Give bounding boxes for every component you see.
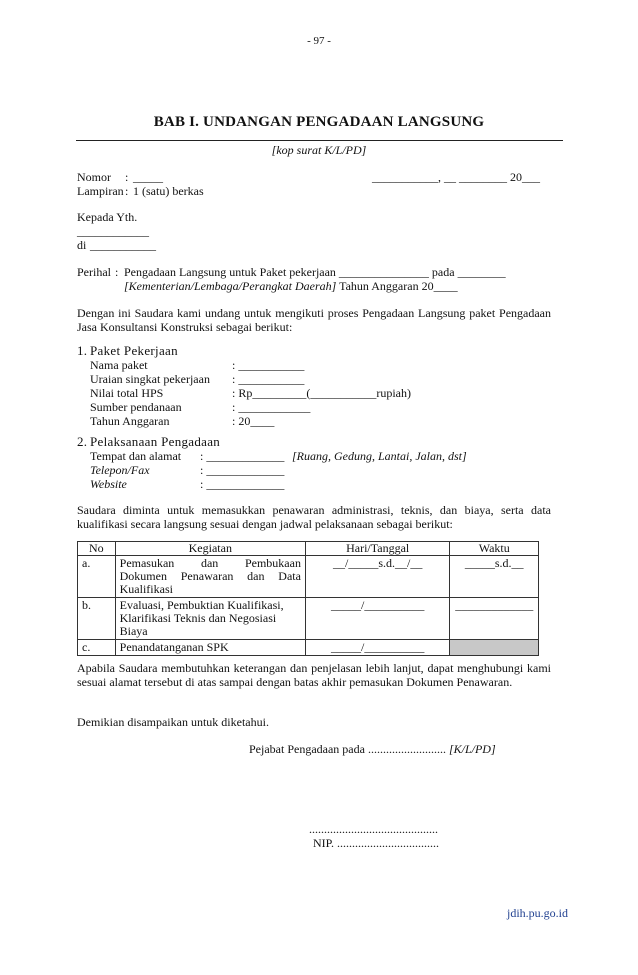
schedule-table bbox=[77, 541, 539, 656]
footer-url: jdih.pu.go.id bbox=[506, 906, 568, 920]
section1-row-label: Tahun Anggaran bbox=[90, 414, 170, 428]
schedule-intro: Saudara diminta untuk memasukkan penawaran administrasi, teknis, dan biaya, serta data kualifikasi secara langsung sesuai dengan jadwal pelaksanaan sebagai berikut: bbox=[77, 503, 551, 531]
nomor-sep: : bbox=[125, 170, 129, 184]
perihal-line2 bbox=[124, 279, 458, 293]
title-rule bbox=[76, 140, 563, 141]
signer-text: Pejabat Pengadaan pada .......................... bbox=[249, 742, 446, 756]
table-cell-kegiatan: Penandatanganan SPK bbox=[115, 640, 305, 656]
section1-row-label: Nilai total HPS bbox=[90, 386, 164, 400]
section2-number: 2. bbox=[77, 434, 88, 449]
table-header-kegiatan: Kegiatan bbox=[115, 542, 305, 556]
section1-row-value: : 20____ bbox=[232, 414, 275, 428]
table-cell-no: b. bbox=[78, 598, 116, 640]
perihal-sep: : bbox=[115, 265, 119, 279]
section2-row-label: Tempat dan alamat bbox=[90, 449, 182, 463]
closing-paragraph: Apabila Saudara membutuhkan keterangan dan penjelasan lebih lanjut, dapat menghubungi kami sesuai alamat tersebut di atas sampai dengan batas akhir pemasukan Dokumen Penawaran. bbox=[77, 661, 551, 689]
kepada-label: Kepada Yth. bbox=[77, 210, 138, 224]
table-header-hari: Hari/Tanggal bbox=[305, 542, 450, 556]
table-row bbox=[78, 598, 539, 640]
table-cell-hari: _____/__________ bbox=[305, 598, 450, 640]
document-title: BAB I. UNDANGAN PENGADAAN LANGSUNG bbox=[153, 114, 485, 130]
signature-line: ........................................... bbox=[309, 822, 438, 836]
nomor-label: Nomor bbox=[77, 170, 111, 184]
signer-italic: [K/L/PD] bbox=[448, 742, 496, 756]
table-cell-no: c. bbox=[78, 640, 116, 656]
table-cell-waktu: _____________ bbox=[450, 598, 539, 640]
table-row bbox=[78, 556, 539, 598]
nip-line: NIP. .................................. bbox=[313, 836, 440, 850]
table-cell-waktu: _____s.d.__ bbox=[450, 556, 539, 598]
table-cell-waktu-shaded bbox=[450, 640, 539, 656]
table-cell-kegiatan: Evaluasi, Pembuktian Kualifikasi, Klarifikasi Teknis dan Negosiasi Biaya bbox=[115, 598, 305, 640]
table-cell-hari: __/_____s.d.__/__ bbox=[305, 556, 450, 598]
lampiran-sep: : bbox=[125, 184, 129, 198]
lampiran-label: Lampiran bbox=[77, 184, 124, 198]
section1-row-label: Nama paket bbox=[90, 358, 148, 372]
table-row bbox=[78, 640, 539, 656]
table-header-row bbox=[78, 542, 539, 556]
section1-number: 1. bbox=[77, 343, 88, 358]
section1-row-value: : Rp_________(___________rupiah) bbox=[232, 386, 411, 400]
section1-row-value: : ___________ bbox=[232, 358, 305, 372]
perihal-label: Perihal bbox=[77, 265, 111, 279]
table-cell-hari: _____/__________ bbox=[305, 640, 450, 656]
section2-row-value: : _____________ bbox=[200, 463, 285, 477]
perihal-line2-italic: [Kementerian/Lembaga/Perangkat Daerah] bbox=[124, 279, 337, 293]
section1-row-label: Sumber pendanaan bbox=[90, 400, 182, 414]
intro-paragraph: Dengan ini Saudara kami undang untuk mengikuti proses Pengadaan Langsung paket Pengadaan Jasa Konsultansi Konstruksi sebagai berikut: bbox=[77, 306, 551, 334]
section2-row-label: Website bbox=[90, 477, 127, 491]
demikian-text: Demikian disampaikan untuk diketahui. bbox=[77, 715, 269, 729]
kop-surat-placeholder: [kop surat K/L/PD] bbox=[271, 143, 367, 157]
kepada-di-blank: ___________ bbox=[90, 238, 156, 252]
table-header-no: No bbox=[78, 542, 116, 556]
section2-heading: Pelaksanaan Pengadaan bbox=[90, 434, 221, 449]
section2-row-value: : _____________ bbox=[200, 449, 285, 463]
section1-heading: Paket Pekerjaan bbox=[90, 343, 178, 358]
date-line: ___________, __ ________ 20___ bbox=[372, 170, 540, 184]
kepada-di-label: di bbox=[77, 238, 87, 252]
section2-row-label: Telepon/Fax bbox=[90, 463, 150, 477]
kepada-name-blank: ____________ bbox=[77, 224, 149, 238]
section1-row-value: : ____________ bbox=[232, 400, 311, 414]
table-cell-kegiatan bbox=[115, 556, 305, 598]
table-cell-kegiatan-text: Pemasukan dan Pembukaan Dokumen Penawaran dan Data Kualifikasi bbox=[119, 556, 301, 596]
section2-row-value: : _____________ bbox=[200, 477, 285, 491]
section1-row-value: : ___________ bbox=[232, 372, 305, 386]
section1-row-label: Uraian singkat pekerjaan bbox=[90, 372, 210, 386]
table-cell-no: a. bbox=[78, 556, 116, 598]
page-number: - 97 - bbox=[307, 35, 331, 47]
perihal-line2-rest: Tahun Anggaran 20____ bbox=[336, 279, 458, 293]
nomor-blank: _____ bbox=[133, 170, 163, 184]
perihal-line1: Pengadaan Langsung untuk Paket pekerjaan _______________ pada ________ bbox=[124, 265, 506, 279]
table-header-waktu: Waktu bbox=[450, 542, 539, 556]
section2-row-note: [Ruang, Gedung, Lantai, Jalan, dst] bbox=[292, 449, 467, 463]
lampiran-value: 1 (satu) berkas bbox=[133, 184, 204, 198]
signer-line bbox=[249, 742, 496, 756]
